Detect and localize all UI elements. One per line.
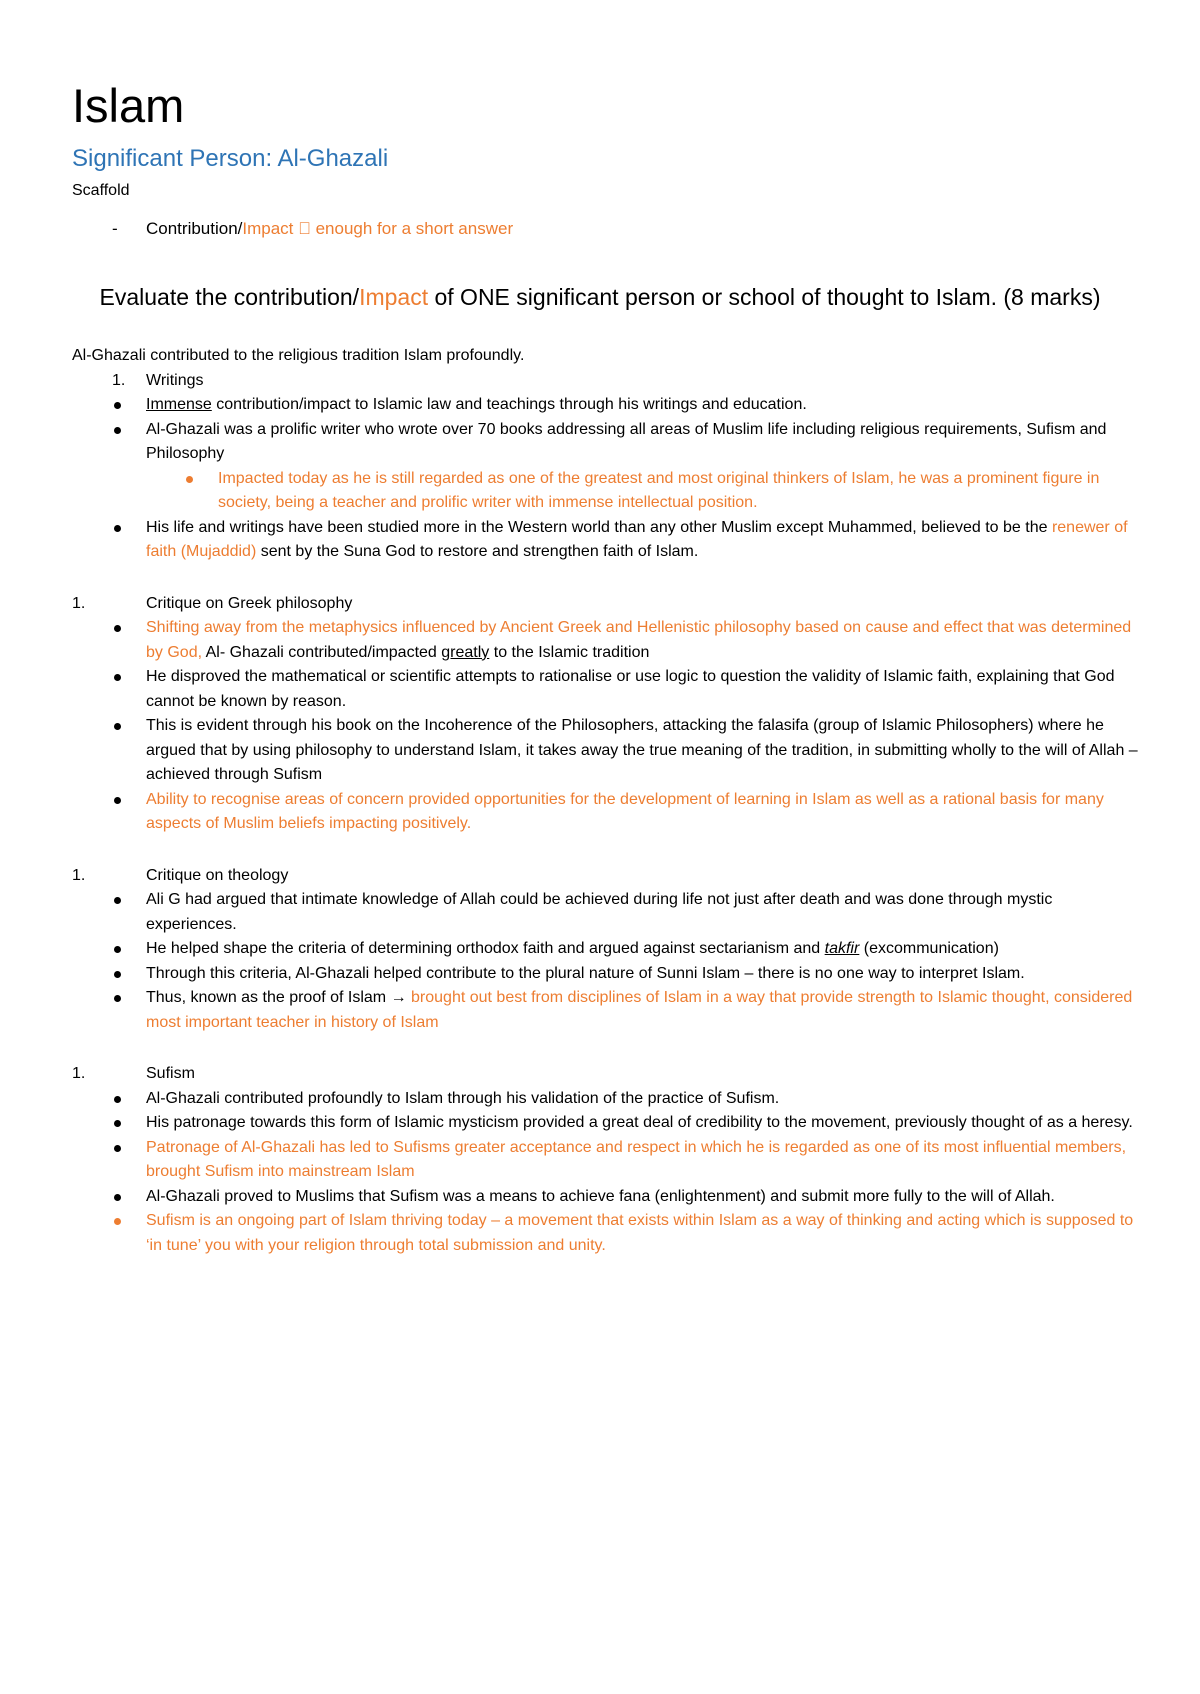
section-heading-text: Critique on Greek philosophy (146, 594, 353, 612)
intro-paragraph: Al-Ghazali contributed to the religious tradition Islam profoundly. (72, 347, 525, 364)
section-number: 1. (72, 1065, 86, 1082)
section-theology (72, 864, 1142, 1036)
section-heading-text: Writings (146, 371, 204, 389)
sub-list-item: Impacted today as he is still regarded as one of the greatest and most original thinkers of Islam, he was a prominent figure in society, being a teacher and prolific writer with immense intellectual position. (72, 467, 1142, 516)
list-item (72, 516, 1142, 565)
highlighted-text: brought out best from disciplines of Islam in a way that provide strength to Islamic thought, considered most important teacher in history of Islam (146, 989, 1133, 1031)
section-number: 1. (72, 866, 86, 884)
list-item: Al-Ghazali was a prolific writer who wrote over 70 books addressing all areas of Muslim life including religious requirements, Sufism and Philosophy (72, 418, 1142, 467)
list-item: Al-Ghazali proved to Muslims that Sufism was a means to achieve fana (enlightenment) and submit more fully to the will of Allah. (72, 1185, 1142, 1210)
section-heading-text: Sufism (146, 1065, 195, 1082)
underlined-italic-word: takfir (824, 940, 860, 957)
scaffold-item-text (146, 218, 513, 240)
underlined-word: Immense (146, 396, 212, 413)
page-subtitle: Significant Person: Al-Ghazali (72, 145, 389, 172)
question-part-c: of ONE significant person or school of thought to Islam. (8 marks) (428, 284, 1101, 310)
list-item-text: His life and writings have been studied more in the Western world than any other Muslim except Muhammed, believed to be the (146, 518, 1052, 536)
section-number: 1. (112, 371, 126, 389)
question-impact-word: Impact (359, 284, 429, 310)
question-part-a: Evaluate the contribution/ (99, 284, 360, 310)
list-item: Ali G had argued that intimate knowledge of Allah could be achieved during life not just after death and was done through mystic experiences. (72, 888, 1142, 937)
list-item: Ability to recognise areas of concern provided opportunities for the development of learning in Islam as well as a rational basis for many aspects of Muslim beliefs impacting positively. (72, 788, 1142, 837)
list-item-text: (excommunication) (859, 940, 999, 957)
list-item (72, 616, 1142, 665)
list-item: Through this criteria, Al-Ghazali helped contribute to the plural nature of Sunni Islam – there is no one way to interpret Islam. (72, 962, 1142, 987)
scaffold-label: Scaffold (72, 182, 130, 199)
list-item-text: contribution/impact to Islamic law and teachings through his writings and education. (211, 396, 807, 413)
list-item-text: Thus, known as the proof of Islam → (146, 989, 412, 1006)
section-heading (72, 864, 1142, 889)
list-item: Al-Ghazali contributed profoundly to Islam through his validation of the practice of Sufism. (72, 1087, 1142, 1112)
list-item: Sufism is an ongoing part of Islam thriving today – a movement that exists within Islam as a way of thinking and acting which is supposed to ‘in tune’ you with your religion through total submission and unity. (72, 1209, 1142, 1258)
list-item: This is evident through his book on the Incoherence of the Philosophers, attacking the falasifa (group of Islamic Philosophers) where he argued that by using philosophy to understand Islam, it takes away the true meaning of the tradition, in submitting wholly to the will of Allah – achieved through Sufism (72, 714, 1142, 788)
underlined-word: greatly (441, 643, 490, 661)
section-sufism (72, 1062, 1142, 1258)
list-item (72, 393, 1142, 418)
section-writings (72, 369, 1142, 565)
list-item-text: sent by the Suna God to restore and strengthen faith of Islam. (256, 543, 699, 560)
list-item-text: He helped shape the criteria of determining orthodox faith and argued against sectarianism and (146, 940, 825, 957)
essay-question (72, 280, 1128, 314)
scaffold-item-contribution: Contribution/ (146, 219, 243, 238)
section-number: 1. (72, 594, 86, 612)
section-heading (72, 1062, 1142, 1087)
list-item (72, 986, 1142, 1035)
essay-body (72, 344, 1142, 1285)
list-item (72, 937, 1142, 962)
section-greek-philosophy (72, 592, 1142, 837)
section-heading (72, 369, 1142, 394)
highlighted-text: renewer of faith (Mujaddid) (146, 518, 1128, 560)
scaffold-item-impact: Impact enough for a short answer (242, 219, 496, 238)
list-item: His patronage towards this form of Islamic mysticism provided a great deal of credibility to the movement, previously thought of as a heresy. (72, 1111, 1142, 1136)
page-title: Islam (72, 79, 185, 132)
dash-bullet: - (112, 219, 118, 238)
highlighted-text: Shifting away from the metaphysics influenced by Ancient Greek and Hellenistic philosophy based on cause and effect that was determined by God, (146, 619, 1132, 661)
section-heading-text: Critique on theology (146, 866, 289, 884)
list-item: Patronage of Al-Ghazali has led to Sufisms greater acceptance and respect in which he is regarded as one of its most influential members, brought Sufism into mainstream Islam (72, 1136, 1142, 1185)
list-item-text: Al- Ghazali contributed/impacted (202, 643, 442, 661)
list-item: He disproved the mathematical or scientific attempts to rationalise or use logic to question the validity of Islamic faith, explaining that God cannot be known by reason. (72, 665, 1142, 714)
section-heading (72, 592, 1142, 617)
list-item-text: to the Islamic tradition (489, 643, 650, 661)
